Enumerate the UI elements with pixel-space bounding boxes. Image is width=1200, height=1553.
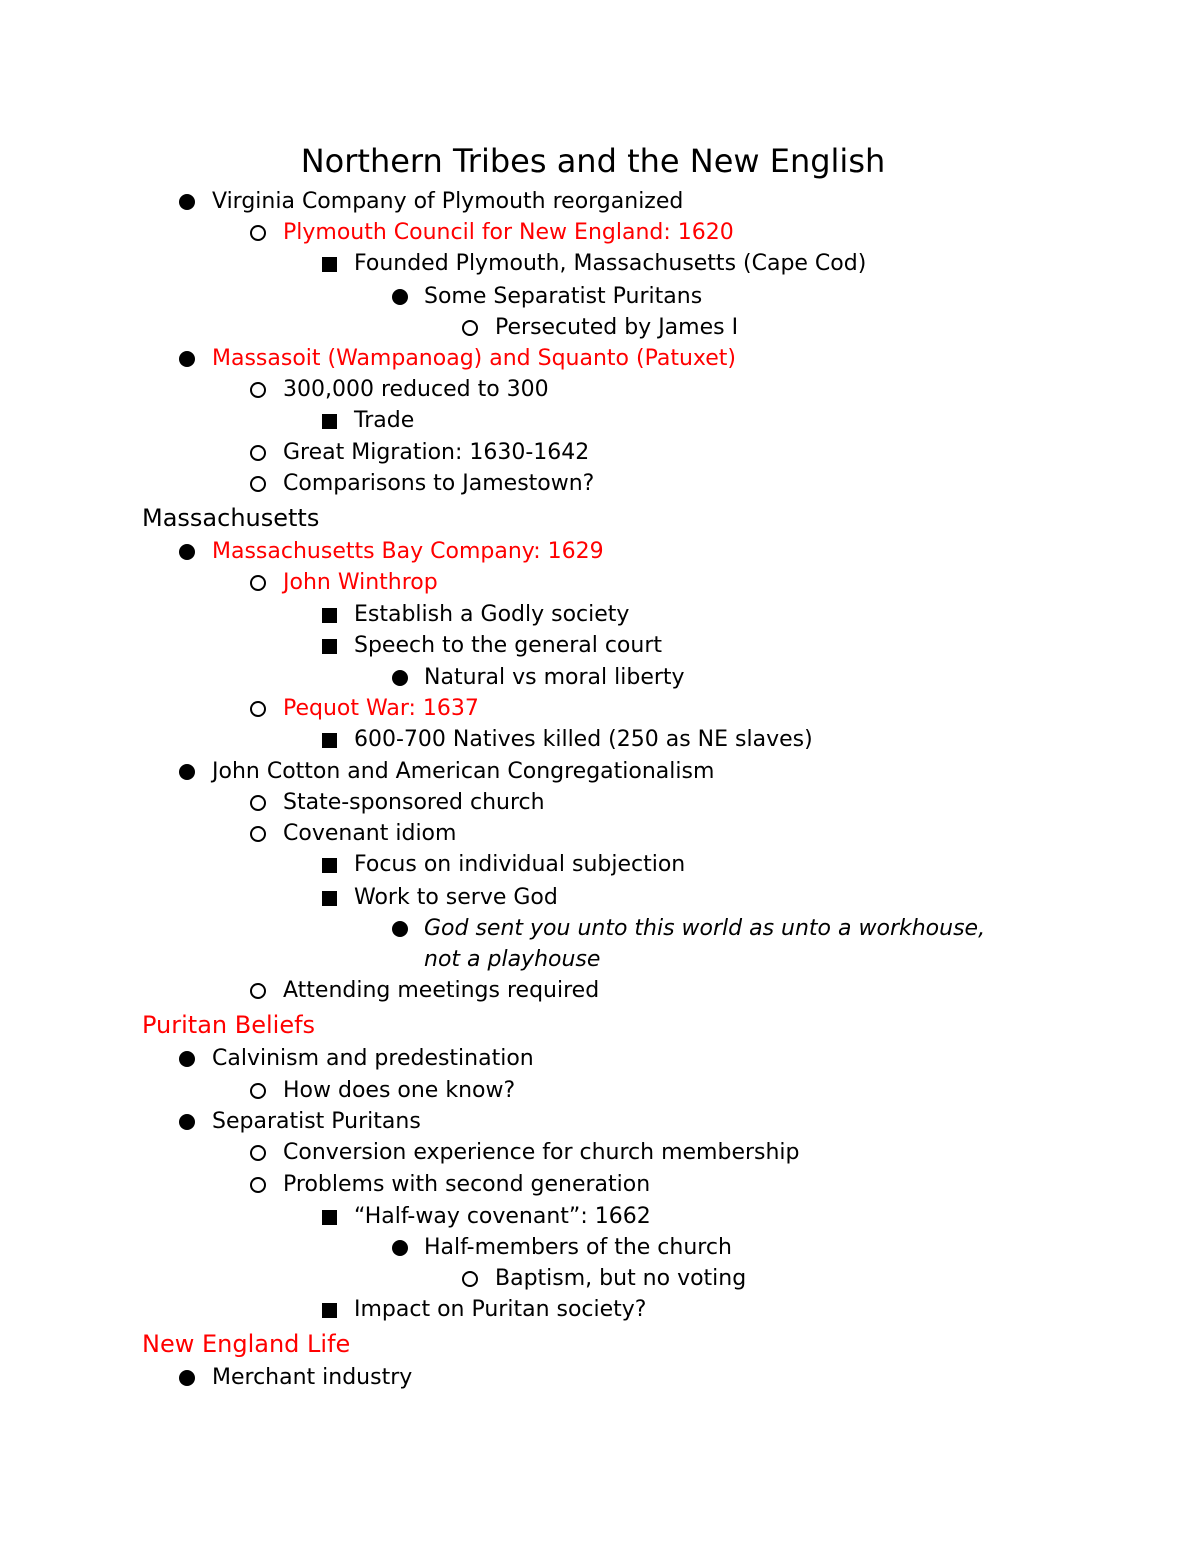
list-item: [0, 568, 1200, 598]
item-text: Massasoit (Wampanoag) and Squanto (Patuxet): [212, 346, 736, 371]
item-text: Founded Plymouth, Massachusetts (Cape Cod): [354, 251, 867, 276]
document-title: Northern Tribes and the New English: [300, 142, 886, 180]
list-item: [0, 631, 1200, 661]
list-item: [0, 406, 1200, 436]
list-item: [0, 438, 1200, 468]
item-text: Separatist Puritans: [212, 1109, 421, 1134]
section-heading-puritan-beliefs: Puritan Beliefs: [142, 1011, 316, 1039]
item-text: “Half-way covenant”: 1662: [354, 1204, 651, 1229]
bullet-disc-icon: [392, 670, 408, 686]
item-text: Pequot War: 1637: [283, 696, 479, 721]
list-item: [0, 600, 1200, 630]
item-text: Merchant industry: [212, 1365, 413, 1390]
bullet-disc-icon: [179, 1051, 195, 1067]
bullet-disc-icon: [392, 289, 408, 305]
item-text: Plymouth Council for New England: 1620: [283, 220, 734, 245]
bullet-circle-icon: [250, 826, 266, 842]
bullet-circle-icon: [250, 476, 266, 492]
bullet-disc-icon: [179, 1370, 195, 1386]
list-item: [0, 788, 1200, 818]
list-item: [0, 1044, 1200, 1074]
item-text: Problems with second generation: [283, 1172, 651, 1197]
bullet-circle-icon: [250, 445, 266, 461]
bullet-circle-icon: [250, 1083, 266, 1099]
bullet-circle-icon: [250, 795, 266, 811]
item-text: Comparisons to Jamestown?: [283, 471, 595, 496]
bullet-circle-icon: [250, 225, 266, 241]
list-item-continuation: [0, 945, 1200, 975]
item-text: Attending meetings required: [283, 978, 600, 1003]
list-item: [0, 1363, 1200, 1393]
list-item: [0, 313, 1200, 343]
quote-text: not a playhouse: [424, 947, 601, 972]
list-item: [0, 1076, 1200, 1106]
item-text: Establish a Godly society: [354, 602, 630, 627]
item-text: Some Separatist Puritans: [424, 284, 703, 309]
list-item: [0, 1264, 1200, 1294]
item-text: State-sponsored church: [283, 790, 545, 815]
item-text: Persecuted by James I: [495, 315, 739, 340]
item-text: Impact on Puritan society?: [354, 1297, 647, 1322]
list-item: [0, 663, 1200, 693]
item-text: John Cotton and American Congregationalism: [212, 759, 715, 784]
bullet-disc-icon: [392, 1240, 408, 1256]
bullet-square-icon: [322, 891, 337, 906]
list-item: [0, 218, 1200, 248]
list-item: [0, 976, 1200, 1006]
bullet-square-icon: [322, 608, 337, 623]
bullet-square-icon: [322, 733, 337, 748]
bullet-disc-icon: [179, 764, 195, 780]
bullet-square-icon: [322, 1303, 337, 1318]
item-text: Massachusetts Bay Company: 1629: [212, 539, 604, 564]
list-item: [0, 883, 1200, 913]
item-text: How does one know?: [283, 1078, 516, 1103]
item-text: Half-members of the church: [424, 1235, 732, 1260]
list-item: [0, 694, 1200, 724]
bullet-disc-icon: [179, 194, 195, 210]
list-item: [0, 469, 1200, 499]
list-item: [0, 537, 1200, 567]
bullet-circle-icon: [250, 575, 266, 591]
item-text: Virginia Company of Plymouth reorganized: [212, 189, 684, 214]
item-text: 600-700 Natives killed (250 as NE slaves): [354, 727, 813, 752]
bullet-square-icon: [322, 414, 337, 429]
quote-text: God sent you unto this world as unto a workhouse,: [424, 916, 986, 941]
list-item: [0, 1295, 1200, 1325]
bullet-square-icon: [322, 1210, 337, 1225]
item-text: Work to serve God: [354, 885, 558, 910]
bullet-circle-icon: [250, 1145, 266, 1161]
list-item: [0, 1138, 1200, 1168]
list-item: [0, 187, 1200, 217]
bullet-circle-icon: [250, 983, 266, 999]
bullet-disc-icon: [179, 351, 195, 367]
bullet-square-icon: [322, 858, 337, 873]
list-item: [0, 725, 1200, 755]
bullet-circle-icon: [250, 382, 266, 398]
section-heading-new-england-life: New England Life: [142, 1330, 351, 1358]
list-item: [0, 344, 1200, 374]
item-text: Baptism, but no voting: [495, 1266, 747, 1291]
item-text: Focus on individual subjection: [354, 852, 686, 877]
list-item: [0, 819, 1200, 849]
bullet-disc-icon: [392, 921, 408, 937]
list-item: [0, 1107, 1200, 1137]
item-text: Calvinism and predestination: [212, 1046, 534, 1071]
list-item: [0, 1170, 1200, 1200]
section-heading-massachusetts: Massachusetts: [142, 504, 320, 532]
item-text: John Winthrop: [283, 570, 438, 595]
bullet-square-icon: [322, 639, 337, 654]
item-text: Conversion experience for church membership: [283, 1140, 800, 1165]
list-item: [0, 282, 1200, 312]
list-item: [0, 375, 1200, 405]
list-item: [0, 850, 1200, 880]
list-item: [0, 757, 1200, 787]
list-item: [0, 1202, 1200, 1232]
bullet-circle-icon: [462, 320, 478, 336]
list-item: [0, 249, 1200, 279]
bullet-disc-icon: [179, 544, 195, 560]
item-text: Trade: [354, 408, 415, 433]
list-item: [0, 914, 1200, 944]
bullet-circle-icon: [250, 1177, 266, 1193]
item-text: Covenant idiom: [283, 821, 457, 846]
item-text: 300,000 reduced to 300: [283, 377, 549, 402]
item-text: Speech to the general court: [354, 633, 662, 658]
bullet-disc-icon: [179, 1114, 195, 1130]
bullet-circle-icon: [250, 701, 266, 717]
item-text: Natural vs moral liberty: [424, 665, 685, 690]
bullet-circle-icon: [462, 1271, 478, 1287]
list-item: [0, 1233, 1200, 1263]
bullet-square-icon: [322, 257, 337, 272]
item-text: Great Migration: 1630-1642: [283, 440, 590, 465]
